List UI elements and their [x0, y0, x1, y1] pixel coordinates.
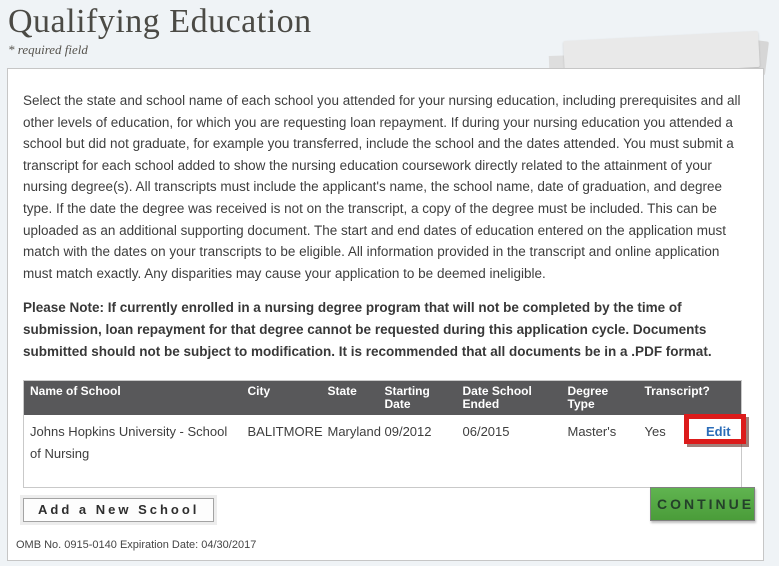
edit-link[interactable]: Edit: [705, 424, 731, 440]
column-header-degree-type: Degree Type: [562, 381, 639, 416]
cell-city: BALITMORE: [242, 415, 322, 488]
cell-transcript: Yes: [639, 415, 696, 488]
schools-table-header: [24, 381, 742, 416]
continue-button[interactable]: CONTINUE: [650, 487, 755, 521]
required-field-note: * required field: [8, 42, 88, 57]
instructions-paragraph: Select the state and school name of each school you attended for your nursing education, including prerequisites and all other levels of education, for which you are requesting loan repayment. If during your nursing education you attended a school but did not graduate, for example you transferred, include the school and the dates attended. You must submit a transcript for each school added to show the nursing education coursework directly related to the attainment of your nursing degree(s). All transcripts must include the applicant's name, the school name, date of graduation, and degree type. If the date the degree was received is not on the transcript, a copy of the degree must be included. This can be uploaded as an additional supporting document. The start and end dates of education entered on the application must match with the dates on your transcripts to be eligible. All information provided in the transcript and online application must match exactly. Any disparities may cause your application to be deemed ineligible.: [23, 93, 741, 281]
please-note-paragraph: Please Note: If currently enrolled in a nursing degree program that will not be completed by the time of submission, loan repayment for that degree cannot be requested during this application cycle. Documents submitted should not be subject to modification. It is recommended that all documents be in a .PDF format.: [23, 300, 712, 360]
add-new-school-button[interactable]: Add a New School: [23, 498, 214, 522]
column-header-state: State: [322, 381, 379, 416]
schools-table: [23, 380, 742, 488]
cell-school-name: Johns Hopkins University - School of Nursing: [24, 415, 242, 488]
table-row: [24, 415, 742, 488]
cell-degree-type: Master's: [562, 415, 639, 488]
page-title: Qualifying Education: [8, 3, 312, 40]
cell-state: Maryland: [322, 415, 379, 488]
omb-expiration-text: OMB No. 0915-0140 Expiration Date: 04/30/2017: [16, 539, 257, 551]
column-header-name-of-school: Name of School: [24, 381, 242, 416]
cell-date-ended: 06/2015: [457, 415, 562, 488]
column-header-transcript: Transcript?: [639, 381, 742, 416]
column-header-starting-date: Starting Date: [379, 381, 457, 416]
page-header: [8, 2, 312, 58]
cell-edit-action: [696, 415, 742, 488]
column-header-date-school-ended: Date School Ended: [457, 381, 562, 416]
column-header-city: City: [242, 381, 322, 416]
cell-starting-date: 09/2012: [379, 415, 457, 488]
